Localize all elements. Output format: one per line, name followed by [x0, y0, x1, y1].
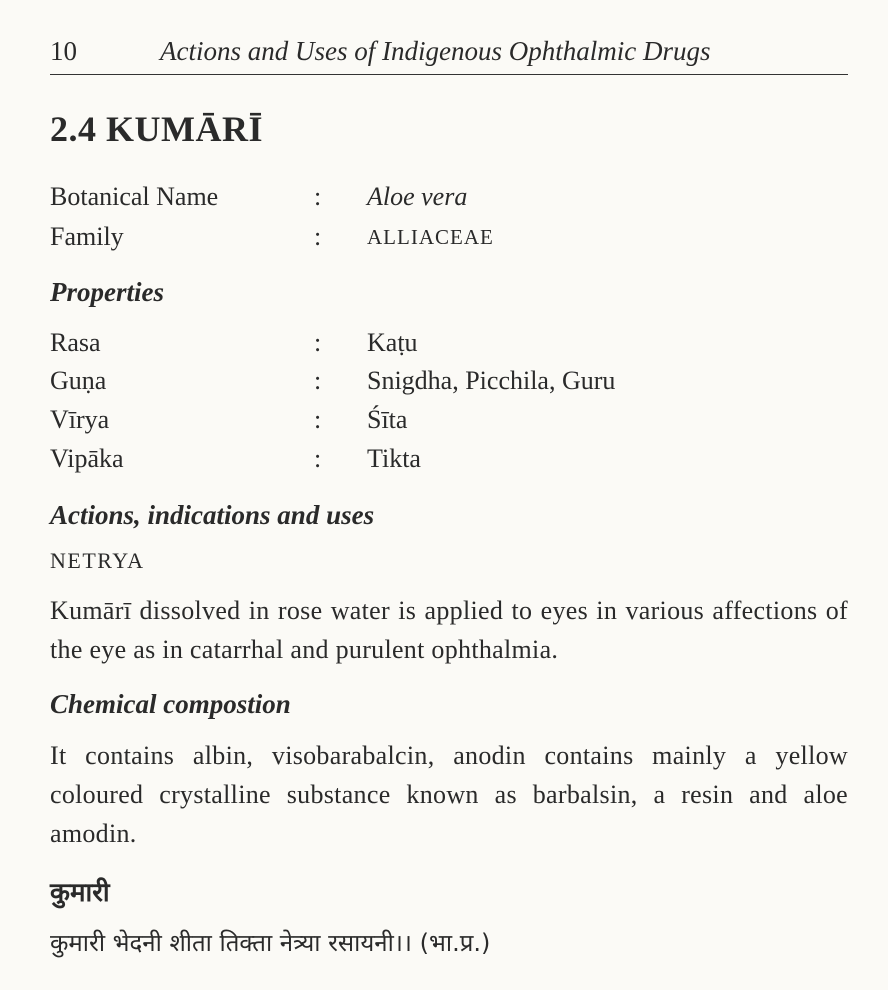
virya-label: Vīrya: [50, 405, 110, 434]
colon: :: [314, 328, 322, 357]
section-title: 2.4 KUMĀRĪ: [50, 109, 263, 149]
properties-heading: Properties: [50, 277, 164, 307]
rasa-label: Rasa: [50, 328, 101, 357]
actions-category: NETRYA: [50, 548, 145, 573]
family-value: ALLIACEAE: [367, 225, 494, 249]
guna-label: Guṇa: [50, 366, 107, 395]
colon: :: [314, 366, 322, 395]
vipaka-value: Tikta: [367, 444, 421, 473]
colon: :: [314, 444, 322, 473]
actions-paragraph: Kumārī dissolved in rose water is applied to eyes in various affections of the eye as in catarrhal and purulent ophthalmia.: [50, 596, 848, 664]
botanical-name-value: Aloe vera: [367, 182, 468, 211]
page-header: [50, 34, 848, 75]
sanskrit-heading: कुमारी: [50, 878, 110, 908]
botanical-name-label: Botanical Name: [50, 182, 219, 211]
rasa-value: Kaṭu: [367, 328, 418, 357]
virya-value: Śīta: [367, 405, 408, 434]
sanskrit-verse: कुमारी भेदनी शीता तिक्ता नेत्र्या रसायनी।। (भा.प्र.): [50, 929, 491, 957]
family-label: Family: [50, 222, 124, 251]
colon: :: [314, 222, 322, 251]
actions-heading: Actions, indications and uses: [50, 500, 375, 530]
vipaka-label: Vipāka: [50, 444, 124, 473]
guna-value: Snigdha, Picchila, Guru: [367, 366, 616, 395]
running-title: Actions and Uses of Indigenous Ophthalmic Drugs: [160, 36, 711, 66]
chemical-heading: Chemical compostion: [50, 689, 291, 719]
colon: :: [314, 405, 322, 434]
colon: :: [314, 182, 322, 211]
chemical-paragraph: It contains albin, visobarabalcin, anodin contains mainly a yellow coloured crystalline substance known as barbalsin, a resin and aloe amodin.: [50, 741, 848, 848]
page-number: 10: [50, 36, 77, 66]
